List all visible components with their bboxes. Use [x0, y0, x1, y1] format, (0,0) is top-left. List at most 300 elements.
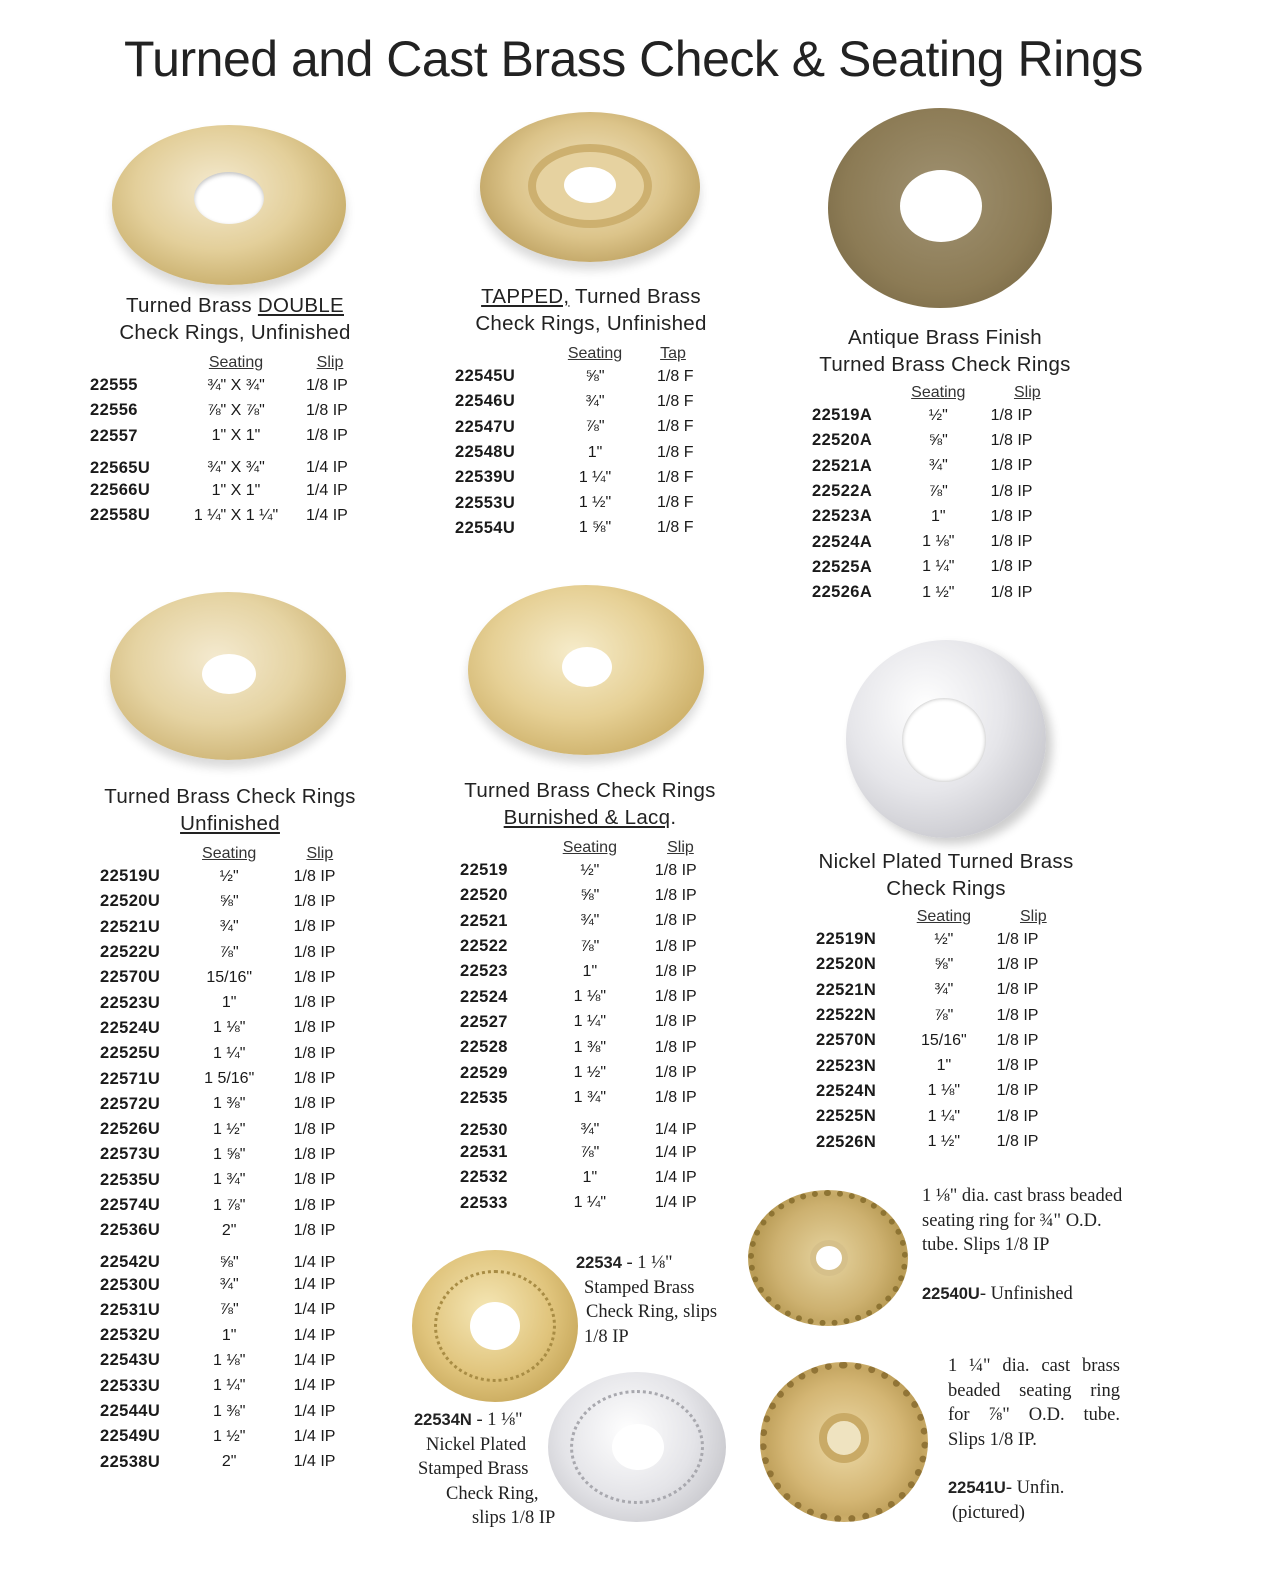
seating-value: ⅞" [585, 418, 605, 436]
part-number: 22519 [460, 861, 508, 880]
part-number: 22543U [100, 1351, 161, 1370]
table-row [100, 1450, 360, 1475]
seating-value: 1 ⅝" [578, 519, 612, 537]
part-number: 22522U [100, 943, 161, 962]
slip-value: 1/8 IP [654, 1038, 697, 1056]
seating-value: ⅝" [928, 431, 948, 449]
table-row [816, 1079, 1084, 1104]
part-number: 22520A [812, 431, 873, 450]
seating-value: 15/16" [206, 968, 253, 986]
part-number: 22526N [816, 1132, 877, 1151]
seating-value: ⅞" [580, 937, 600, 955]
part-number: 22520U [100, 892, 161, 911]
part-number: 22524 [460, 987, 508, 1006]
seating-value: 1" [936, 1057, 952, 1075]
part-number: 22531U [100, 1300, 161, 1319]
slip-value: 1/8 IP [306, 427, 348, 445]
table-row [816, 952, 1084, 977]
table-row [816, 1104, 1084, 1129]
seating-value: 1 ⅜" [213, 1402, 246, 1420]
nickel-rows [816, 927, 1084, 1155]
part-number: 22565U [90, 458, 151, 477]
table-row [100, 990, 360, 1015]
table-row [460, 883, 720, 908]
table-row [90, 478, 368, 503]
unfinished-heading: Turned Brass Check Rings Unfinished [104, 785, 356, 835]
table-row [455, 440, 703, 465]
table-row [100, 1041, 360, 1066]
slip-value: 1/4 IP [293, 1377, 336, 1395]
table-row [100, 1243, 360, 1272]
table-row [455, 389, 703, 414]
tapped-spec-table: Seating Tap 22545U ⅝" 1/8 F 22546U ¾" 1/8 F 22547U ⅞" 1/8 F 22548U 1" 1/8 F 22539U 1 ¼" 1/8 F 22553U 1 ½" 1/8 F 22554U 1 ⅝" 1/8 F [455, 345, 703, 541]
slip-value: 1/8 IP [293, 1095, 336, 1113]
table-row [812, 403, 1078, 428]
table-row [100, 864, 360, 889]
part-number: 22558U [90, 506, 151, 525]
table-row [455, 465, 703, 490]
seating-value: ⅞" X ⅞" [207, 401, 265, 419]
slip-value: 1/8 IP [654, 886, 697, 904]
slip-value: 1/8 IP [654, 962, 697, 980]
slip-value: 1/4 IP [293, 1276, 336, 1294]
slip-value: 1/8 IP [996, 1082, 1039, 1100]
seating-value: 1 ⅞" [213, 1196, 246, 1214]
table-row [460, 1191, 720, 1216]
slip-value: 1/8 IP [306, 376, 348, 394]
seating-value: 1 ¼" [922, 558, 955, 576]
tapped-section [455, 283, 727, 541]
seating-value: ⅞" [580, 1143, 600, 1161]
table-row [100, 1298, 360, 1323]
part-number: 22524U [100, 1018, 161, 1037]
slip-value: 1/4 IP [306, 459, 348, 477]
seating-value: 1 ⅛" [927, 1082, 961, 1100]
table-row [455, 490, 703, 515]
table-row [460, 934, 720, 959]
table-row [100, 1168, 360, 1193]
seating-value: ½" [219, 867, 239, 885]
part-number: 22535U [100, 1170, 161, 1189]
part-number: 22549U [100, 1427, 161, 1446]
table-row [460, 909, 720, 934]
part-number: 22525U [100, 1044, 161, 1063]
seating-value: 1" [221, 1326, 237, 1344]
part-number: 22522A [812, 482, 873, 501]
slip-value: 1/4 IP [306, 506, 348, 524]
slip-value: 1/8 IP [654, 1064, 697, 1082]
table-row [460, 1111, 720, 1140]
seating-value: ½" [580, 861, 600, 879]
slip-value: 1/8 IP [293, 918, 336, 936]
seating-value: ¾" X ¾" [207, 459, 265, 477]
seating-value: ⅞" [219, 1301, 239, 1319]
table-row [816, 978, 1084, 1003]
slip-value: 1/8 IP [996, 1006, 1039, 1024]
slip-value: 1/8 IP [996, 930, 1039, 948]
seating-value: 1 ⅛" [213, 1019, 246, 1037]
seating-value: 1" [221, 994, 237, 1012]
slip-value: 1/8 IP [990, 507, 1033, 525]
part-number: 22533 [460, 1193, 508, 1212]
table-row [100, 965, 360, 990]
antique-rows [812, 403, 1078, 605]
part-number: 22574U [100, 1196, 161, 1214]
slip-value: 1/8 IP [990, 583, 1033, 601]
part-number: 22522 [460, 937, 508, 956]
seating-value: 1 ⅝" [213, 1145, 246, 1163]
stamped-brass-description: 22534 - 1 ⅛" Stamped Brass Check Ring, slips 1/8 IP [576, 1253, 718, 1347]
seating-value: ⅝" [580, 886, 600, 904]
table-row [812, 504, 1078, 529]
seating-value: ¾" [219, 918, 239, 936]
part-number: 22532U [100, 1326, 161, 1345]
tap-value: 1/8 F [657, 367, 694, 385]
seating-value: ¾" X ¾" [207, 376, 265, 394]
seating-value: 1" [582, 962, 598, 980]
stamped-nickel-ring-image [548, 1372, 726, 1522]
double-heading: Turned Brass DOUBLE Check Rings, Unfinished [119, 294, 351, 344]
part-number: 22539U [455, 468, 516, 487]
beaded-ring-image-1 [748, 1190, 908, 1326]
slip-value: 1/4 IP [293, 1326, 336, 1344]
seating-value: ¾" [219, 1276, 239, 1294]
slip-value: 1/8 IP [293, 1044, 336, 1062]
table-row [100, 1218, 360, 1243]
slip-value: 1/8 IP [293, 994, 336, 1012]
slip-value: 1/8 IP [293, 968, 336, 986]
part-number: 22521U [100, 917, 161, 936]
table-row [100, 1399, 360, 1424]
table-row [812, 454, 1078, 479]
seating-value: 1" X 1" [211, 427, 261, 445]
table-row [460, 959, 720, 984]
double-spec-table: Seating Slip 22555 ¾" X ¾" 1/8 IP 22556 ⅞" X ⅞" 1/8 IP 22557 1" X 1" 1/8 IP 22565U ¾" X ¾" 1/4 IP 22566U 1" X 1" 1/4 IP 22558U 1 ¼" X 1 ¼" 1/4 IP [90, 354, 368, 528]
slip-value: 1/4 IP [293, 1351, 336, 1369]
seating-value: ⅝" [219, 1253, 239, 1271]
slip-value: 1/4 IP [293, 1301, 336, 1319]
table-row [812, 555, 1078, 580]
burnished-rows [460, 858, 720, 1216]
slip-value: 1/8 IP [306, 401, 348, 419]
seating-value: 1 ¼" [573, 1194, 607, 1212]
table-row [460, 1086, 720, 1111]
seating-value: 1 ¼" [573, 1013, 607, 1031]
part-number: 22545U [455, 367, 516, 386]
part-number: 22556 [90, 401, 138, 420]
stamped-brass-code: 22534 [576, 1254, 622, 1272]
tapped-check-ring-image [480, 112, 700, 262]
table-row [455, 516, 703, 541]
part-number: 22526A [812, 583, 873, 602]
slip-value: 1/8 IP [996, 1133, 1039, 1151]
table-row [100, 1117, 360, 1142]
part-number: 22572U [100, 1094, 161, 1113]
part-number: 22557 [90, 426, 138, 445]
tapped-rows [455, 364, 703, 541]
part-number: 22521A [812, 456, 873, 475]
part-number: 22520N [816, 955, 877, 974]
stamped-nickel-code: 22534N [414, 1411, 472, 1429]
part-number: 22536U [100, 1221, 161, 1240]
seating-value: 2" [221, 1453, 237, 1471]
beaded-ring-1-description: 1 ⅛" dia. cast brass beaded seating ring for ¾" O.D. tube. Slips 1/8 IP 22540U- Unfinished [922, 1186, 1123, 1304]
slip-value: 1/4 IP [293, 1402, 336, 1420]
table-row [812, 428, 1078, 453]
table-row [816, 1053, 1084, 1078]
slip-value: 1/8 IP [990, 482, 1033, 500]
part-number: 22570N [816, 1031, 877, 1050]
slip-value: 1/4 IP [654, 1194, 697, 1212]
slip-value: 1/8 IP [293, 1171, 336, 1189]
seating-value: 1 ½" [213, 1427, 246, 1445]
part-number: 22570U [100, 968, 161, 987]
unfinished-section [100, 783, 360, 1475]
stamped-brass-ring-image [412, 1250, 578, 1402]
seating-value: 1 ⅛" [213, 1351, 246, 1369]
slip-value: 1/4 IP [293, 1453, 336, 1471]
slip-value: 1/8 IP [990, 457, 1033, 475]
part-number: 22519N [816, 930, 877, 949]
slip-value: 1/8 IP [990, 558, 1033, 576]
tap-value: 1/8 F [657, 443, 694, 461]
seating-value: 1" [587, 443, 603, 461]
double-check-ring-image [112, 125, 346, 285]
slip-value: 1/4 IP [654, 1168, 697, 1186]
tap-value: 1/8 F [657, 519, 694, 537]
burnished-heading: Turned Brass Check Rings Burnished & Lacq. [464, 779, 716, 829]
seating-value: ⅝" [585, 367, 605, 385]
seating-value: 1 ½" [927, 1133, 961, 1151]
seating-value: ¾" [580, 1121, 600, 1139]
antique-heading: Antique Brass Finish Turned Brass Check Rings [819, 326, 1071, 376]
slip-value: 1/8 IP [654, 912, 697, 930]
table-row [100, 915, 360, 940]
part-number: 22548U [455, 443, 516, 462]
seating-value: 15/16" [920, 1031, 967, 1049]
part-number: 22571U [100, 1069, 161, 1088]
table-row [455, 364, 703, 389]
part-number: 22555 [90, 376, 138, 395]
seating-value: 1" X 1" [211, 481, 261, 499]
part-number: 22535 [460, 1088, 508, 1107]
burnished-spec-table: Seating Slip 22519 ½" 1/8 IP 22520 ⅝" 1/8 IP 22521 ¾" 1/8 IP 22522 ⅞" 1/8 IP 22523 1" 1/8 IP 22524 1 ⅛" 1/8 IP 22527 1 ¼" 1/8 IP 22528 1 ⅜" 1/8 IP 22529 1 ½" 1/8 IP 22535 1 ¾" 1/8 IP 22530 ¾" 1/4 IP 22531 ⅞" 1/4 IP 22532 1" 1/4 IP 22533 1 ¼" 1/4 IP [460, 839, 720, 1216]
tap-value: 1/8 F [657, 468, 694, 486]
table-row [460, 1140, 720, 1165]
slip-value: 1/8 IP [293, 943, 336, 961]
slip-value: 1/8 IP [996, 1057, 1039, 1075]
part-number: 22530U [100, 1275, 161, 1294]
seating-value: ⅞" [928, 482, 948, 500]
nickel-heading: Nickel Plated Turned Brass Check Rings [818, 850, 1074, 900]
table-row [90, 373, 368, 398]
table-row [100, 1142, 360, 1167]
slip-value: 1/8 IP [996, 1107, 1039, 1125]
seating-value: 1 ¾" [573, 1089, 607, 1107]
page-title: Turned and Cast Brass Check & Seating Rings [124, 31, 1143, 87]
table-row [460, 1010, 720, 1035]
slip-value: 1/4 IP [293, 1253, 336, 1271]
seating-value: 1 ½" [573, 1064, 607, 1082]
stamped-nickel-description: 22534N - 1 ⅛" Nickel Plated Stamped Brass Check Ring, slips 1/8 IP [414, 1410, 556, 1528]
seating-value: ⅝" [219, 892, 239, 910]
seating-value: 1 ¾" [213, 1171, 246, 1189]
part-number: 22554U [455, 518, 516, 537]
table-row [816, 1129, 1084, 1154]
table-row [100, 1016, 360, 1041]
slip-value: 1/8 IP [654, 861, 697, 879]
seating-value: ⅞" [934, 1006, 954, 1024]
table-row [816, 1028, 1084, 1053]
table-row [100, 940, 360, 965]
table-row [812, 529, 1078, 554]
slip-value: 1/4 IP [306, 481, 348, 499]
part-number: 22520 [460, 886, 508, 905]
beaded-ring-2-description: 1 ¼" dia. cast brass beaded seating ring for ⅞" O.D. tube. Slips 1/8 IP. 22541U- Unfin. (pictured) [948, 1356, 1120, 1523]
seating-value: 1 ⅜" [573, 1038, 607, 1056]
slip-value: 1/8 IP [996, 955, 1039, 973]
table-row [100, 1193, 360, 1218]
tap-value: 1/8 F [657, 392, 694, 410]
part-number: 22522N [816, 1006, 877, 1025]
burnished-section [460, 777, 720, 1216]
table-row [812, 479, 1078, 504]
part-number: 22519U [100, 867, 161, 886]
part-number: 22542U [100, 1253, 161, 1272]
beaded-ring-2-code: 22541U [948, 1479, 1006, 1497]
part-number: 22566U [90, 481, 151, 500]
part-number: 22521 [460, 911, 508, 930]
slip-value: 1/8 IP [990, 533, 1033, 551]
unfinished-rows [100, 864, 360, 1475]
table-row [100, 889, 360, 914]
part-number: 22528 [460, 1038, 508, 1057]
table-row [90, 503, 368, 528]
part-number: 22546U [455, 392, 516, 411]
part-number: 22524A [812, 532, 873, 551]
table-row [100, 1323, 360, 1348]
seating-value: 1 ¼" [213, 1044, 246, 1062]
unfinished-spec-table: Seating Slip 22519U ½" 1/8 IP 22520U ⅝" 1/8 IP 22521U ¾" 1/8 IP 22522U ⅞" 1/8 IP 22570U 15/16" 1/8 IP 22523U 1" 1/8 IP 22524U 1 ⅛" 1/8 IP 22525U 1 ¼" 1/8 IP 22571U 1 5/16" 1/8 IP 22572U 1 ⅜" 1/8 IP 22526U 1 ½" 1/8 IP 22573U 1 ⅝" 1/8 IP 22535U 1 ¾" 1/8 IP 22574U 1 ⅞" 1/8 IP 22536U 2" 1/8 IP 22542U ⅝" 1/4 IP 22530U ¾" 1/4 IP 22531U ⅞" 1/4 IP 22532U 1" 1/4 IP 22543U 1 ⅛" 1/4 IP 22533U 1 ¼" 1/4 IP 22544U 1 ⅜" 1/4 IP 22549U 1 ½" 1/4 IP 22538U 2" 1/4 IP [100, 845, 360, 1475]
beaded-ring-image-2 [760, 1362, 928, 1522]
table-row [90, 449, 368, 478]
seating-value: 1 ⅛" [922, 533, 955, 551]
seating-value: 1 ¼" [927, 1107, 961, 1125]
seating-value: ¾" [928, 457, 948, 475]
table-row [100, 1272, 360, 1297]
part-number: 22527 [460, 1012, 508, 1031]
table-row [460, 984, 720, 1009]
part-number: 22525N [816, 1107, 877, 1126]
nickel-section [808, 848, 1084, 1155]
table-row [100, 1424, 360, 1449]
seating-value: 1 ½" [922, 583, 955, 601]
table-row [460, 858, 720, 883]
part-number: 22544U [100, 1402, 161, 1421]
slip-value: 1/8 IP [654, 1013, 697, 1031]
slip-value: 1/4 IP [654, 1121, 697, 1139]
nickel-spec-table: Seating Slip 22519N ½" 1/8 IP 22520N ⅝" 1/8 IP 22521N ¾" 1/8 IP 22522N ⅞" 1/8 IP 22570N 15/16" 1/8 IP 22523N 1" 1/8 IP 22524N 1 ⅛" 1/8 IP 22525N 1 ¼" 1/8 IP 22526N 1 ½" 1/8 IP [816, 908, 1084, 1155]
table-row [816, 927, 1084, 952]
seating-value: 1" [582, 1168, 598, 1186]
seating-value: 1" [931, 507, 946, 525]
table-row [812, 580, 1078, 605]
tapped-heading: TAPPED, Turned Brass Check Rings, Unfinished [475, 285, 707, 335]
part-number: 22519A [812, 406, 873, 425]
slip-value: 1/8 IP [293, 1120, 336, 1138]
table-row [100, 1066, 360, 1091]
seating-value: ⅝" [934, 955, 954, 973]
beaded-ring-1-code: 22540U [922, 1284, 980, 1303]
part-number: 22526U [100, 1120, 161, 1139]
antique-check-ring-image [828, 108, 1052, 308]
slip-value: 1/8 IP [293, 1145, 336, 1163]
seating-value: ¾" [934, 981, 954, 999]
seating-value: 1 ¼" [213, 1377, 246, 1395]
double-section [90, 292, 380, 528]
table-row [90, 424, 368, 449]
seating-value: ½" [928, 406, 948, 424]
burnished-check-ring-image [468, 585, 704, 755]
part-number: 22531 [460, 1143, 508, 1162]
table-row [100, 1092, 360, 1117]
slip-value: 1/8 IP [990, 431, 1033, 449]
seating-value: 1 ¼" X 1 ¼" [193, 506, 279, 524]
slip-value: 1/8 IP [996, 981, 1039, 999]
antique-spec-table: Seating Slip 22519A ½" 1/8 IP 22520A ⅝" 1/8 IP 22521A ¾" 1/8 IP 22522A ⅞" 1/8 IP 22523A 1" 1/8 IP 22524A 1 ⅛" 1/8 IP 22525A 1 ¼" 1/8 IP 22526A 1 ½" 1/8 IP [812, 384, 1078, 605]
part-number: 22530 [460, 1120, 508, 1139]
table-row [460, 1165, 720, 1190]
slip-value: 1/8 IP [293, 892, 336, 910]
table-row [460, 1035, 720, 1060]
slip-value: 1/8 IP [293, 1221, 336, 1239]
part-number: 22532 [460, 1168, 508, 1187]
seating-value: 2" [221, 1221, 237, 1239]
table-row [460, 1060, 720, 1085]
seating-value: 1 ⅜" [213, 1095, 246, 1113]
tap-value: 1/8 F [657, 494, 694, 512]
seating-value: ⅞" [219, 943, 239, 961]
part-number: 22524N [816, 1081, 877, 1100]
unfinished-check-ring-image [110, 592, 346, 760]
seating-value: 1 ½" [213, 1120, 246, 1138]
slip-value: 1/4 IP [654, 1143, 697, 1161]
table-row [90, 398, 368, 423]
slip-value: 1/8 IP [654, 937, 697, 955]
part-number: 22525A [812, 557, 873, 576]
part-number: 22547U [455, 417, 516, 436]
seating-value: 1 5/16" [204, 1070, 255, 1088]
slip-value: 1/8 IP [293, 1196, 336, 1214]
table-row [100, 1348, 360, 1373]
part-number: 22523N [816, 1056, 877, 1075]
part-number: 22553U [455, 493, 516, 512]
table-row [100, 1374, 360, 1399]
seating-value: ½" [934, 930, 954, 948]
slip-value: 1/8 IP [654, 1089, 697, 1107]
table-row [455, 415, 703, 440]
part-number: 22529 [460, 1063, 508, 1082]
slip-value: 1/8 IP [654, 988, 697, 1006]
nickel-check-ring-image [846, 640, 1046, 838]
slip-value: 1/4 IP [293, 1427, 336, 1445]
part-number: 22523A [812, 507, 873, 526]
part-number: 22573U [100, 1145, 161, 1164]
part-number: 22523 [460, 962, 508, 981]
part-number: 22538U [100, 1452, 161, 1471]
seating-value: 1 ⅛" [573, 988, 607, 1006]
seating-value: ¾" [580, 912, 600, 930]
